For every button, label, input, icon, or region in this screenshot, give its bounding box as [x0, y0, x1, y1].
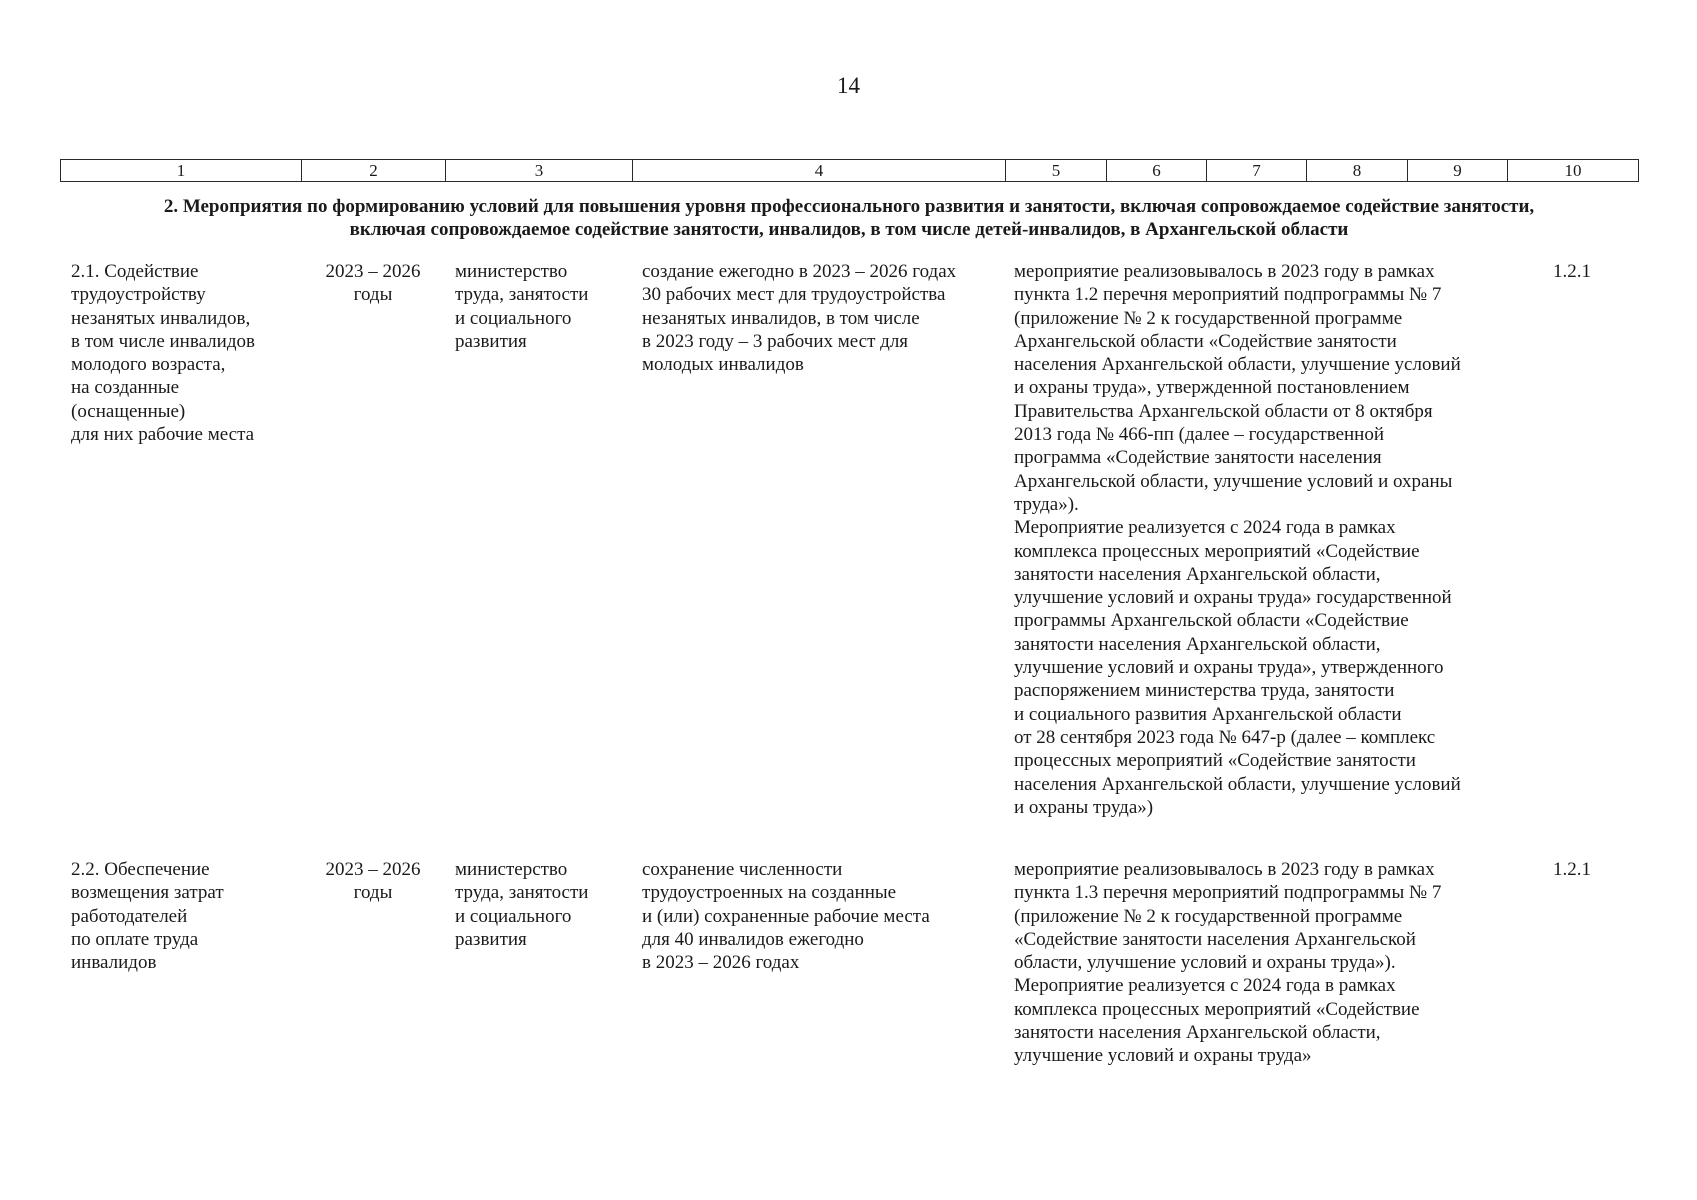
- row-2-2-indicator: 1.2.1: [1553, 859, 1591, 880]
- row-2-2-status: мероприятие реализовывалось в 2023 году в рамках пункта 1.3 перечня мероприятий подпрограммы № 7 (приложение № 2 к государственной программе «Содействие занятости населения Архангельской области, улучшение условий и охраны труда»). Мероприятие реализуется с 2024 года в рамках комплекса процессных мероприятий «Содействие занятости населения Архангельской области, улучшение условий и охраны труда»: [1014, 859, 1442, 1067]
- section-heading-line-2: включая сопровождаемое содействие занятости, инвалидов, в том числе детей-инвалидов, в Архангельской области: [349, 219, 1349, 240]
- row-2-1-indicator: 1.2.1: [1553, 261, 1591, 282]
- row-2-1-period: 2023 – 2026 годы: [325, 261, 421, 306]
- row-2-1-executor: министерство труда, занятости и социального развития: [455, 261, 589, 352]
- row-2-1-result: создание ежегодно в 2023 – 2026 годах 30 рабочих мест для трудоустройства незанятых инвалидов, в том числе в 2023 году – 3 рабочих мест для молодых инвалидов: [642, 261, 957, 376]
- column-number-10: 10: [1508, 160, 1639, 182]
- column-number-1: 1: [61, 160, 302, 182]
- column-number-9: 9: [1408, 160, 1508, 182]
- section-heading-line-1: 2. Мероприятия по формированию условий для повышения уровня профессионального развития и занятости, включая сопровождаемое содействие занятости,: [163, 196, 1535, 217]
- row-2-1-name: 2.1. Содействие трудоустройству незанятых инвалидов, в том числе инвалидов молодого возраста, на созданные (оснащенные) для них рабочие места: [71, 261, 255, 446]
- row-2-1-status: мероприятие реализовывалось в 2023 году в рамках пункта 1.2 перечня мероприятий подпрограммы № 7 (приложение № 2 к государственной программе Архангельской области «Содействие занятости населения Архангельской области, улучшение условий и охраны труда», утвержденной постановлением Правительства Архангельской области от 8 октября 2013 года № 466-пп (далее – государственной программа «Содействие занятости населения Архангельской области, улучшение условий и охраны труда»). Мероприятие реализуется с 2024 года в рамках комплекса процессных мероприятий «Содействие занятости населения Архангельской области, улучшение условий и охраны труда» государственной программы Архангельской области «Содействие занятости населения Архангельской области, улучшение условий и охраны труда», утвержденного распоряжением министерства труда, занятости и социального развития Архангельской области от 28 сентября 2023 года № 647-р (далее – комплекс процессных мероприятий «Содействие занятости населения Архангельской области, улучшение условий и охраны труда»): [1014, 261, 1461, 818]
- column-number-8: 8: [1307, 160, 1408, 182]
- row-2-2-result: сохранение численности трудоустроенных на созданные и (или) сохраненные рабочие места для 40 инвалидов ежегодно в 2023 – 2026 годах: [642, 859, 930, 974]
- column-number-6: 6: [1107, 160, 1207, 182]
- column-number-2: 2: [302, 160, 446, 182]
- column-number-4: 4: [633, 160, 1006, 182]
- column-number-5: 5: [1006, 160, 1107, 182]
- column-number-7: 7: [1207, 160, 1307, 182]
- column-number-3: 3: [446, 160, 633, 182]
- section-heading: [60, 195, 1638, 241]
- page-number: 14: [837, 73, 860, 98]
- row-2-2-name: 2.2. Обеспечение возмещения затрат работодателей по оплате труда инвалидов: [71, 859, 224, 974]
- row-2-2-executor: министерство труда, занятости и социального развития: [455, 859, 589, 950]
- row-2-2-period: 2023 – 2026 годы: [325, 859, 421, 904]
- column-number-header: [60, 159, 1639, 182]
